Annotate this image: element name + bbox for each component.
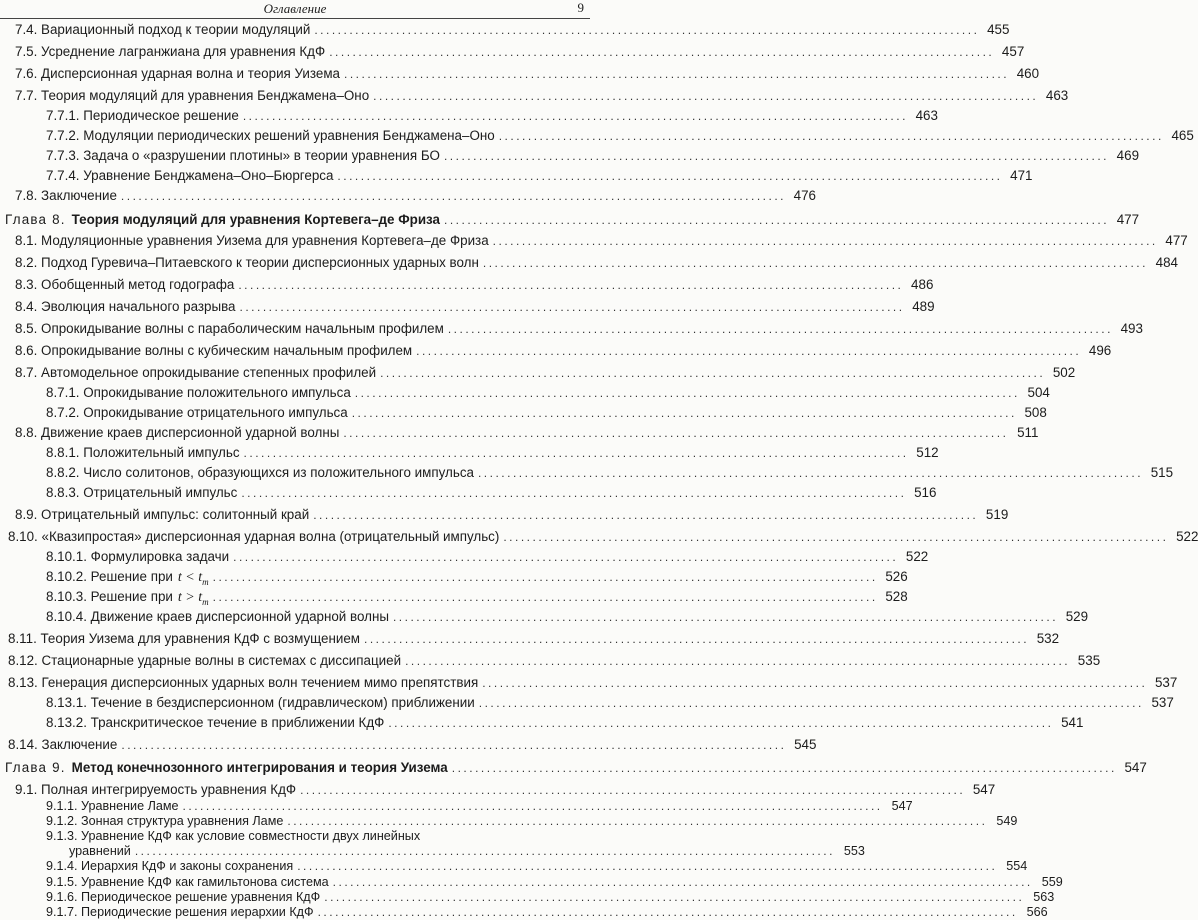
leader-dots: ........................................................................................................................ bbox=[332, 874, 1033, 889]
toc-entry[interactable] bbox=[46, 874, 1063, 890]
toc-entry[interactable]: 8.8. Движение краев дисперсионной ударной волны .................................................................................................................. 511 bbox=[15, 425, 1039, 440]
leader-dots: ........................................................................................................................ bbox=[317, 905, 1018, 919]
toc-entry[interactable]: 8.8.1. Положительный импульс .................................................................................................................. 512 bbox=[46, 445, 939, 460]
toc-page-number: 559 bbox=[1041, 874, 1063, 889]
toc-entry[interactable]: 8.10.4. Движение краев дисперсионной ударной волны .................................................................................................................. 529 bbox=[46, 609, 1089, 624]
toc-entry-label: 9.1.7. Периодические решения иерархии КдФ bbox=[46, 905, 314, 919]
toc-entry[interactable]: 8.4. Эволюция начального разрыва .................................................................................................................. 489 bbox=[15, 299, 935, 314]
toc-entry[interactable] bbox=[46, 859, 1028, 874]
toc-entry[interactable]: 8.7.1. Опрокидывание положительного импульса .................................................................................................................. 504 bbox=[46, 385, 1050, 400]
toc-entry[interactable]: 7.7. Теория модуляций для уравнения Бенджамена–Оно .................................................................................................................. 463 bbox=[15, 88, 1069, 103]
toc-entry[interactable] bbox=[46, 814, 1018, 829]
leader-dots: ........................................................................................................................ bbox=[324, 889, 1025, 904]
toc-entry[interactable] bbox=[46, 905, 1048, 920]
toc-entry[interactable]: 7.7.1. Периодическое решение .................................................................................................................. 463 bbox=[46, 108, 938, 123]
toc-entry[interactable]: 7.7.4. Уравнение Бенджамена–Оно–Бюргерса .................................................................................................................. 471 bbox=[46, 168, 1033, 183]
toc-entry[interactable] bbox=[46, 799, 913, 814]
toc-entry[interactable]: 8.7. Автомодельное опрокидывание степенных профилей .................................................................................................................. 502 bbox=[15, 365, 1076, 380]
toc-entry[interactable]: 8.6. Опрокидывание волны с кубическим начальным профилем .................................................................................................................. 496 bbox=[15, 343, 1112, 358]
toc-chapter-8[interactable]: Глава 8. Теория модуляций для уравнения Кортевега–де Фриза .................................................................................................................. 477 bbox=[5, 210, 584, 230]
toc-entry[interactable] bbox=[46, 889, 1055, 905]
toc-entry[interactable]: 8.5. Опрокидывание волны с параболическим начальным профилем .................................................................................................................. 493 bbox=[15, 321, 1143, 336]
toc-entry[interactable]: 9.1. Полная интегрируемость уравнения КдФ .................................................................................................................. 547 bbox=[15, 782, 996, 797]
toc-page-number: 547 bbox=[891, 799, 913, 813]
running-header-title: Оглавление bbox=[263, 1, 327, 16]
toc-entry[interactable]: 8.7.2. Опрокидывание отрицательного импульса .................................................................................................................. 508 bbox=[46, 405, 1047, 420]
toc-entry[interactable]: 7.7.2. Модуляции периодических решений уравнения Бенджамена–Оно .................................................................................................................. 465 bbox=[46, 128, 1194, 143]
running-header bbox=[0, 0, 590, 19]
toc-entry[interactable]: 8.12. Стационарные ударные волны в системах с диссипацией .................................................................................................................. 535 bbox=[8, 653, 1101, 668]
toc-entry[interactable]: 7.4. Вариационный подход к теории модуляций .................................................................................................................. 455 bbox=[15, 22, 1010, 37]
toc-entry[interactable]: 8.8.3. Отрицательный импульс .................................................................................................................. 516 bbox=[46, 485, 937, 500]
toc-entry[interactable]: 8.10.3. Решение при $t > t_m$ .................................................................................................................. 528 bbox=[46, 587, 584, 607]
toc-entry[interactable]: 7.7.3. Задача о «разрушении плотины» в теории уравнения БО .................................................................................................................. 469 bbox=[46, 148, 1140, 163]
toc-entry-label: 9.1.5. Уравнение КдФ как гамильтонова система bbox=[46, 874, 329, 889]
page-number: 9 bbox=[577, 0, 584, 15]
toc-entry[interactable]: 7.8. Заключение .................................................................................................................. 476 bbox=[15, 188, 816, 203]
leader-dots: ........................................................................................................................ bbox=[182, 799, 883, 813]
toc-page-number: 554 bbox=[1006, 859, 1028, 874]
toc-entry[interactable]: 8.11. Теория Уизема для уравнения КдФ с возмущением .................................................................................................................. 532 bbox=[8, 631, 1060, 646]
toc-entry-label: 9.1.6. Периодическое решение уравнения КдФ bbox=[46, 889, 321, 904]
toc-entry[interactable]: 8.10.2. Решение при $t < t_m$ .................................................................................................................. 526 bbox=[46, 567, 584, 587]
toc-entry[interactable]: 7.5. Усреднение лагранжиана для уравнения КдФ .................................................................................................................. 457 bbox=[15, 44, 1025, 59]
toc-entry-label: 9.1.1. Уравнение Ламе bbox=[46, 799, 179, 813]
toc-entry-wrapped[interactable] bbox=[46, 829, 865, 859]
toc-page-number: 553 bbox=[843, 844, 865, 859]
toc-page-number: 566 bbox=[1026, 905, 1048, 919]
chapter-title: Метод конечнозонного интегрирования и теория Уизема bbox=[71, 760, 448, 775]
toc-entry[interactable]: 8.9. Отрицательный импульс: солитонный край .................................................................................................................. 519 bbox=[15, 507, 1009, 522]
math-condition: $t > t_m$ bbox=[177, 590, 209, 607]
toc-entry-label: 9.1.4. Иерархия КдФ и законы сохранения bbox=[46, 859, 294, 874]
leader-dots: ........................................................................................................................ bbox=[134, 844, 835, 859]
chapter-prefix: Глава 8. bbox=[5, 212, 66, 227]
toc-entry[interactable]: 8.2. Подход Гуревича–Питаевского к теории дисперсионных ударных волн .................................................................................................................. 484 bbox=[15, 255, 1178, 270]
toc-entry[interactable]: 8.13. Генерация дисперсионных ударных волн течением мимо препятствия .................................................................................................................. 537 bbox=[8, 675, 1178, 690]
leader-dots: ........................................................................................................................ bbox=[287, 814, 988, 829]
toc-entry[interactable]: 8.10.1. Формулировка задачи .................................................................................................................. 522 bbox=[46, 549, 929, 564]
toc-entry[interactable]: 8.8.2. Число солитонов, образующихся из положительного импульса .................................................................................................................. 515 bbox=[46, 465, 1174, 480]
toc-page-number: 563 bbox=[1033, 889, 1055, 904]
toc-page-number: 549 bbox=[996, 814, 1018, 829]
toc-entry[interactable]: 8.13.1. Течение в бездисперсионном (гидравлическом) приближении .................................................................................................................. 537 bbox=[46, 695, 1174, 710]
toc-entry[interactable]: 8.13.2. Транскритическое течение в приближении КдФ .................................................................................................................. 541 bbox=[46, 715, 1084, 730]
toc-entry-label-continued: уравнений bbox=[69, 844, 131, 859]
toc-entry-label: 9.1.2. Зонная структура уравнения Ламе bbox=[46, 814, 284, 829]
chapter-prefix: Глава 9. bbox=[5, 760, 66, 775]
toc-entry[interactable]: 8.14. Заключение .................................................................................................................. 545 bbox=[8, 737, 817, 752]
toc-entry[interactable]: 8.3. Обобщенный метод годографа .................................................................................................................. 486 bbox=[15, 277, 934, 292]
math-condition: $t < t_m$ bbox=[177, 570, 209, 587]
leader-dots: ........................................................................................................................ bbox=[297, 859, 998, 874]
toc-entry-label: 9.1.3. Уравнение КдФ как условие совместности двух линейных bbox=[46, 829, 421, 844]
chapter-title: Теория модуляций для уравнения Кортевега–де Фриза bbox=[71, 212, 440, 227]
toc-entry[interactable]: 7.6. Дисперсионная ударная волна и теория Уизема .................................................................................................................. 460 bbox=[15, 66, 1040, 81]
toc-chapter-9[interactable]: Глава 9. Метод конечнозонного интегрирования и теория Уизема .................................................................................................................. 547 bbox=[5, 758, 584, 778]
toc-entry[interactable]: 8.10. «Квазипростая» дисперсионная ударная волна (отрицательный импульс) .................................................................................................................. 522 bbox=[8, 529, 1198, 544]
toc-entry[interactable]: 8.1. Модуляционные уравнения Уизема для уравнения Кортевега–де Фриза .................................................................................................................. 477 bbox=[15, 233, 1188, 248]
